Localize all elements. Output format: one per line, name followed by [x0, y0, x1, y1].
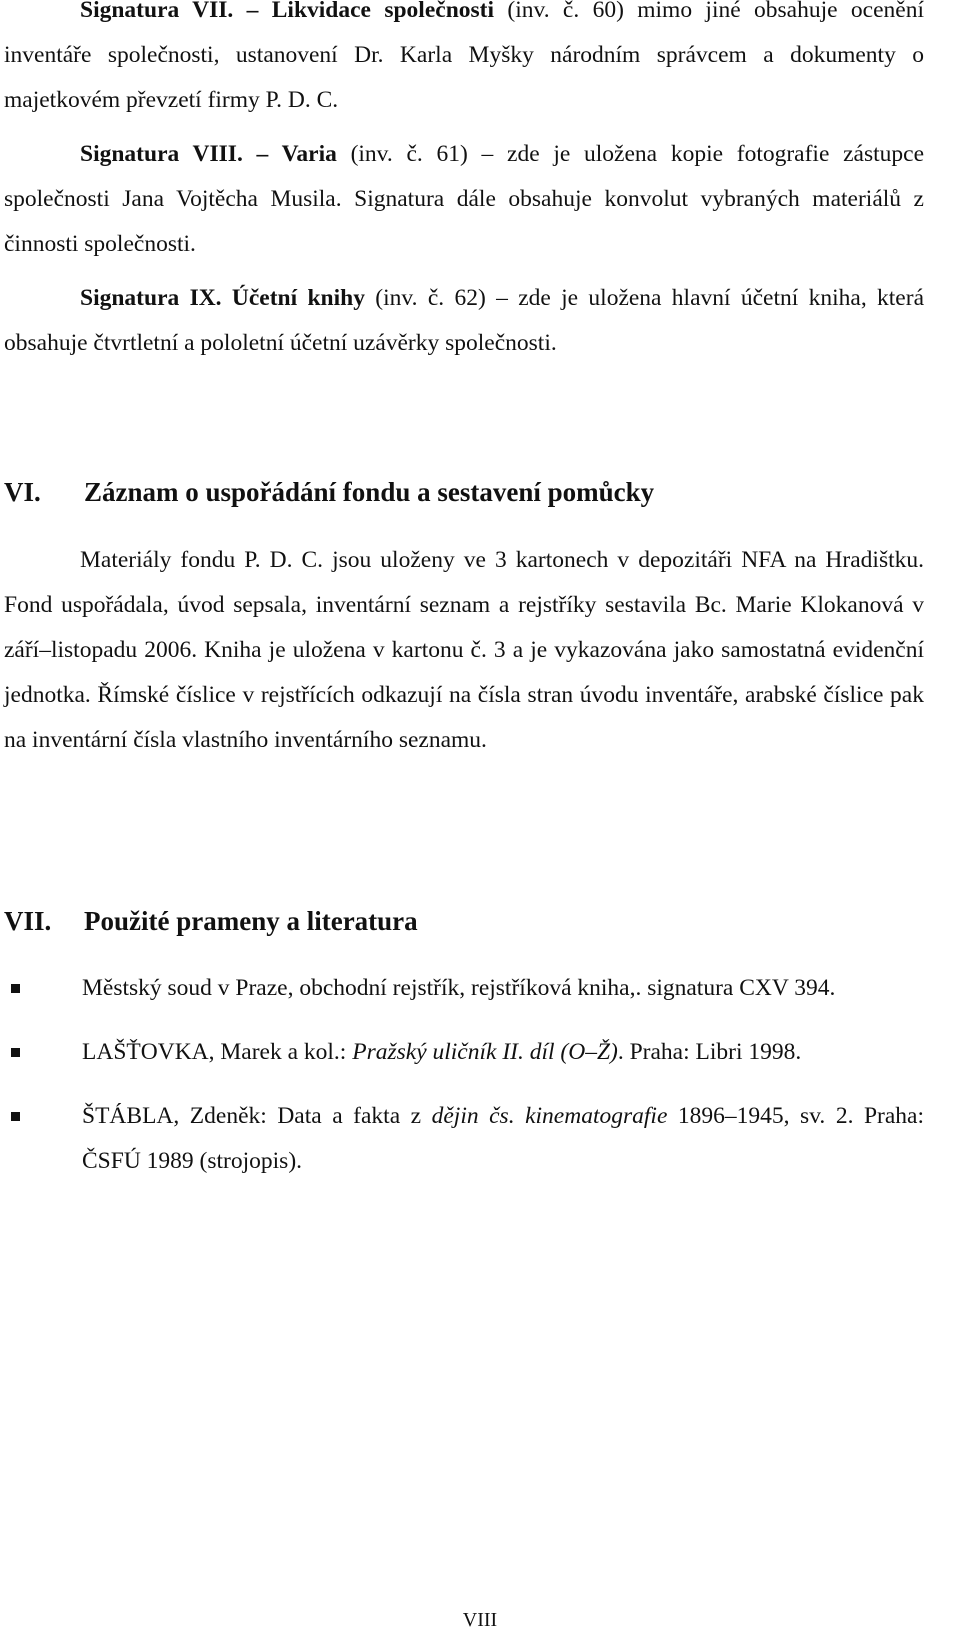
signatura-9-paragraph — [4, 276, 924, 366]
chapter-6-title: Záznam o uspořádání fondu a sestavení pomůcky — [84, 477, 655, 507]
chapter-6-heading — [4, 474, 924, 510]
square-bullet-icon — [11, 984, 20, 993]
signatura-8-text: (inv. č. 61) – zde je uložena kopie fotografie zástupce společnosti Jana Vojtěcha Musila. Signatura dále obsahuje konvolut vybraných materiálů z činnosti společnosti. — [4, 141, 924, 257]
source-publisher: 1896–1945, sv. 2. Praha: ČSFÚ 1989 (strojopis). — [82, 1103, 925, 1174]
chapter-6-number: VI. — [4, 477, 41, 507]
source-text: Městský soud v Praze, obchodní rejstřík, rejstříková kniha,. signatura CXV 394. — [82, 975, 836, 1001]
chapter-7-title: Použité prameny a literatura — [84, 906, 418, 936]
chapter-6-paragraph: Materiály fondu P. D. C. jsou uloženy ve 3 kartonech v depozitáři NFA na Hradištku. Fond uspořádala, úvod sepsala, inventární seznam a rejstříky sestavila Bc. Marie Klokanová v září–listopadu 2006. Kniha je uložena v kartonu č. 3 a je vykazována jako samostatná evidenční jednotka. Římské číslice v rejstřících odkazují na čísla stran úvodu inventáře, arabské číslice pak na inventární čísla vlastního inventárního seznamu. — [4, 547, 924, 753]
source-text — [82, 1030, 924, 1075]
signatura-7-paragraph — [4, 0, 924, 123]
source-title: Pražský uličník II. díl (O–Ž) — [352, 1039, 618, 1065]
source-author: LAŠŤOVKA, Marek a kol.: — [82, 1039, 353, 1065]
chapter-7-heading — [4, 903, 924, 939]
chapter-7-number: VII. — [4, 906, 52, 936]
signatura-8-paragraph — [4, 132, 924, 267]
source-publisher: . Praha: Libri 1998. — [617, 1039, 802, 1065]
page-number: VIII — [462, 1609, 498, 1631]
signatura-9-text: (inv. č. 62) – zde je uložena hlavní účetní kniha, která obsahuje čtvrtletní a pololetní účetní uzávěrky společnosti. — [4, 285, 924, 356]
square-bullet-icon — [11, 1112, 20, 1121]
square-bullet-icon — [11, 1048, 20, 1057]
source-author: ŠTÁBLA, Zdeněk: Data a fakta z — [82, 1103, 432, 1129]
signatura-7-title: Signatura VII. – Likvidace společnosti — [80, 0, 495, 23]
source-text — [82, 1094, 924, 1184]
source-title: dějin čs. kinematografie — [431, 1103, 668, 1129]
signatura-7-text: (inv. č. 60) mimo jiné obsahuje ocenění inventáře společnosti, ustanovení Dr. Karla Myšky národním správcem a dokumenty o majetkovém převzetí firmy P. D. C. — [4, 0, 924, 113]
signatura-9-title: Signatura IX. Účetní knihy — [80, 285, 365, 311]
signatura-8-title: Signatura VIII. – Varia — [80, 141, 337, 167]
